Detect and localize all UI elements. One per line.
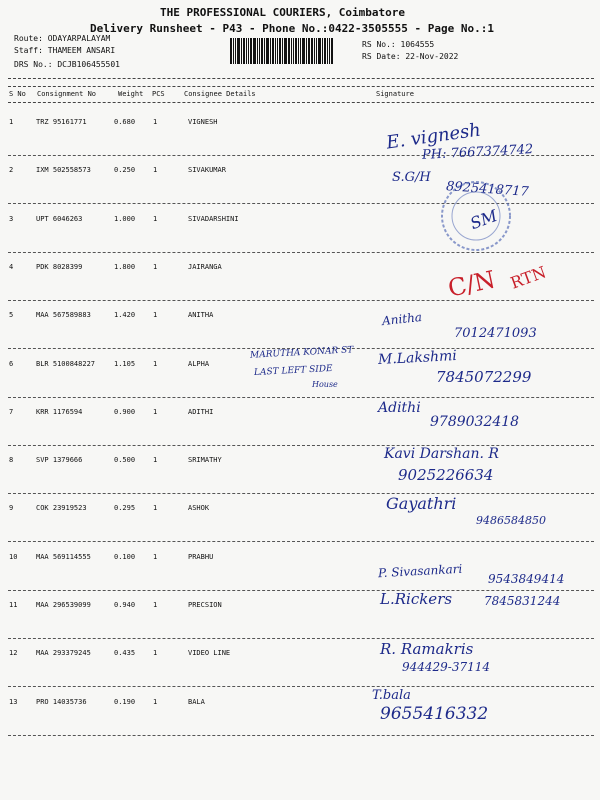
row-sno: 5 (9, 311, 14, 320)
row-pcs: 1 (153, 456, 158, 465)
barcode-bar (288, 38, 290, 64)
address-note-line-2: LAST LEFT SIDE (253, 363, 333, 379)
barcode-bar (237, 38, 240, 64)
row-pcs: 1 (153, 311, 158, 320)
barcode-bar (257, 38, 258, 64)
phone-row-8: 9025226634 (398, 466, 494, 484)
signature-row-9: Gayathri (386, 494, 457, 513)
barcode-image (230, 38, 355, 64)
row-weight: 0.900 (114, 407, 136, 416)
rtn-mark-row-4: RTN (507, 262, 549, 293)
row-consignment-no: UPT 6046263 (36, 214, 83, 223)
barcode-bar (241, 38, 242, 64)
row-sno: 13 (9, 697, 18, 706)
row-pcs: 1 (153, 552, 158, 561)
row-weight: 1.000 (114, 214, 136, 223)
phone-row-11b: 7845831244 (484, 594, 561, 608)
row-consignee: SIVADARSHINI (188, 214, 239, 223)
barcode-bar (261, 38, 263, 64)
row-sno: 4 (9, 262, 14, 271)
row-sno: 12 (9, 649, 18, 658)
header-divider (8, 78, 594, 79)
barcode-bar (306, 38, 307, 64)
signature-row-2: S.G/H (392, 170, 431, 185)
barcode-bar (233, 38, 234, 64)
row-pcs: 1 (153, 697, 158, 706)
row-consignee: PRECSION (188, 601, 222, 609)
row-consignee: ADITHI (188, 407, 214, 416)
drs-number: DRS No.: DCJB106455501 (14, 60, 120, 69)
row-divider (8, 397, 594, 398)
barcode-bar (316, 38, 317, 64)
row-sno: 11 (9, 601, 18, 609)
signature-row-5: Anitha (381, 309, 423, 329)
row-weight: 0.680 (114, 118, 136, 126)
row-consignment-no: KRR 1176594 (36, 407, 83, 416)
row-divider (8, 590, 594, 591)
phone-row-1: PH: 7667374742 (421, 142, 534, 163)
row-sno: 6 (9, 359, 14, 368)
row-consignee: SIVAKUMAR (188, 166, 226, 175)
staff-label: Staff: THAMEEM ANSARI (14, 46, 116, 55)
row-sno: 8 (9, 456, 14, 465)
col-header-consignee: Consignee Details (184, 90, 256, 98)
row-pcs: 1 (153, 359, 158, 368)
row-consignment-no: PRO 14035736 (36, 697, 87, 706)
barcode-bar (275, 38, 276, 64)
table-row (0, 692, 600, 737)
row-consignment-no: PDK 8028399 (36, 262, 83, 271)
row-weight: 0.250 (114, 166, 136, 175)
row-sno: 9 (9, 504, 14, 513)
barcode-bar (277, 38, 278, 64)
row-pcs: 1 (153, 118, 158, 126)
col-header-signature: Signature (376, 90, 414, 98)
barcode-bar (282, 38, 283, 64)
barcode-bar (279, 38, 281, 64)
signature-row-8: Kavi Darshan. R (384, 446, 499, 462)
barcode-bar (329, 38, 330, 64)
row-consignee: ANITHA (188, 311, 214, 320)
row-sno: 1 (9, 118, 14, 126)
phone-row-7: 9789032418 (430, 414, 520, 430)
barcode-bar (295, 38, 297, 64)
signature-row-13: T.bala (372, 688, 411, 703)
col-header-consignment: Consignment No (37, 90, 97, 98)
row-divider (8, 686, 594, 687)
table-row (0, 450, 600, 495)
signature-row-11b: L.Rickers (380, 590, 453, 608)
barcode-bar (324, 38, 326, 64)
barcode-bar (318, 38, 321, 64)
row-weight: 0.500 (114, 456, 136, 465)
row-consignment-no: MAA 296539099 (36, 601, 91, 609)
barcode-bar (272, 38, 274, 64)
row-divider (8, 493, 594, 494)
col-header-weight: Weight (118, 90, 144, 98)
company-title: THE PROFESSIONAL COURIERS, Coimbatore (160, 6, 406, 19)
row-pcs: 1 (153, 649, 158, 658)
row-consignee: VIDEO LINE (188, 649, 231, 658)
signature-row-11a: P. Sivasankari (377, 561, 463, 581)
barcode-bar (308, 38, 310, 64)
row-consignee: ALPHA (188, 359, 210, 368)
row-consignment-no: MAA 293379245 (36, 649, 91, 658)
signature-row-1: E. vignesh (385, 119, 483, 154)
row-pcs: 1 (153, 262, 158, 271)
rs-number: RS No.: 1064555 (362, 40, 435, 49)
phone-row-9: 9486584850 (476, 514, 546, 527)
row-sno: 10 (9, 552, 18, 561)
barcode-bar (322, 38, 323, 64)
barcode-bar (230, 38, 232, 64)
cin-mark-row-4: C/N (445, 265, 498, 303)
row-pcs: 1 (153, 407, 158, 416)
phone-row-12: 944429-37114 (402, 660, 491, 674)
row-consignee: ASHOK (188, 504, 210, 513)
col-header-sno: S No (9, 90, 26, 98)
address-note-line-1: MARUTHA KONAR ST (249, 345, 354, 361)
column-header-divider (8, 102, 594, 103)
barcode-bar (327, 38, 328, 64)
barcode-bar (235, 38, 236, 64)
barcode-bar (300, 38, 301, 64)
row-consignee: VIGNESH (188, 118, 218, 126)
row-consignment-no: MAA 567589883 (36, 311, 91, 320)
barcode-bar (259, 38, 260, 64)
barcode-bar (270, 38, 271, 64)
signature-row-12: R. Ramakris (380, 640, 474, 658)
row-sno: 3 (9, 214, 14, 223)
row-weight: 0.100 (114, 552, 136, 561)
row-weight: 0.435 (114, 649, 136, 658)
barcode-bar (293, 38, 294, 64)
signature-row-3: SM (467, 205, 500, 234)
barcode-bar (311, 38, 313, 64)
row-divider (8, 300, 594, 301)
signature-row-6: M.Lakshmi (377, 347, 458, 369)
row-consignment-no: SVP 1379666 (36, 456, 83, 465)
header-divider (8, 86, 594, 87)
row-divider (8, 638, 594, 639)
barcode-bar (253, 38, 256, 64)
row-consignee: PRABHU (188, 552, 214, 561)
row-weight: 1.105 (114, 359, 136, 368)
row-weight: 0.190 (114, 697, 136, 706)
row-divider (8, 445, 594, 446)
barcode-bar (264, 38, 265, 64)
barcode-bar (298, 38, 299, 64)
row-weight: 1.800 (114, 262, 136, 271)
row-divider (8, 541, 594, 542)
phone-row-11a: 9543849414 (488, 572, 565, 586)
row-pcs: 1 (153, 214, 158, 223)
rs-date: RS Date: 22-Nov-2022 (362, 52, 459, 61)
phone-row-13: 9655416332 (380, 704, 489, 724)
row-pcs: 1 (153, 601, 158, 609)
address-note-line-3: House (312, 380, 338, 389)
route-label: Route: ODAYARPALAYAM (14, 34, 111, 43)
barcode-bar (266, 38, 269, 64)
barcode-bar (243, 38, 245, 64)
row-divider (8, 735, 594, 736)
row-pcs: 1 (153, 504, 158, 513)
barcode-bar (302, 38, 305, 64)
signature-row-7: Adithi (378, 400, 421, 416)
row-consignment-no: TRZ 95161771 (36, 118, 87, 126)
table-row (0, 643, 600, 688)
row-consignee: JAIRANGA (188, 262, 222, 271)
phone-row-6: 7845072299 (436, 368, 532, 386)
barcode-bar (291, 38, 292, 64)
phone-row-2: 8925418717 (445, 179, 530, 200)
row-weight: 0.295 (114, 504, 136, 513)
row-sno: 7 (9, 407, 14, 416)
row-consignee: BALA (188, 697, 205, 706)
row-weight: 0.940 (114, 601, 136, 609)
row-consignment-no: IXM 502558573 (36, 166, 91, 175)
row-pcs: 1 (153, 166, 158, 175)
row-consignment-no: COK 23919523 (36, 504, 87, 513)
row-weight: 1.420 (114, 311, 136, 320)
runsheet-title: Delivery Runsheet - P43 - Phone No.:0422-3505555 - Page No.:1 (90, 22, 494, 35)
row-sno: 2 (9, 166, 14, 175)
row-consignment-no: MAA 569114555 (36, 552, 91, 561)
barcode-bar (246, 38, 247, 64)
barcode-bar (314, 38, 315, 64)
row-consignment-no: BLR 5100848227 (36, 359, 96, 368)
phone-row-5: 7012471093 (454, 326, 537, 341)
col-header-pcs: PCS (152, 90, 165, 98)
barcode-bar (250, 38, 252, 64)
barcode-bar (331, 38, 333, 64)
barcode-bar (248, 38, 249, 64)
row-consignee: SRIMATHY (188, 456, 222, 465)
barcode-bar (284, 38, 287, 64)
